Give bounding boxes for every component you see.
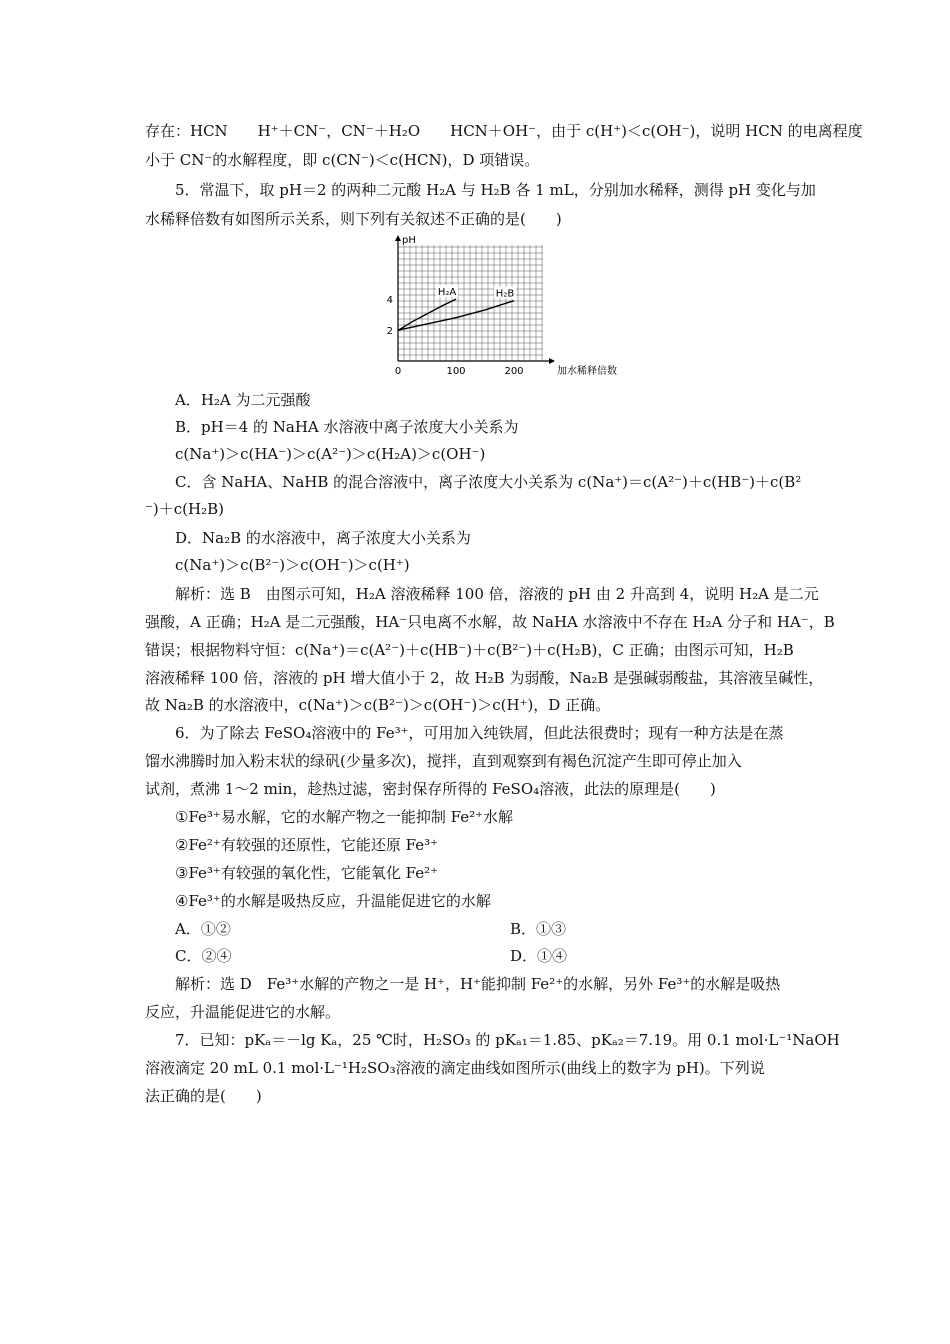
ph-dilution-chart — [368, 233, 617, 385]
x-tick-label: 200 — [504, 366, 524, 377]
option-d: D．Na₂B 的水溶液中，离子浓度大小关系为 — [175, 529, 471, 547]
series-label: H₂A — [437, 287, 457, 299]
chart-grid — [398, 245, 543, 361]
question-5-stem: 水稀释倍数有如图所示关系，则下列有关叙述不正确的是( ) — [145, 210, 562, 228]
series-label: H₂B — [495, 288, 515, 300]
choice-d: D．①④ — [510, 947, 568, 965]
option-c: C．含 NaHA、NaHB 的混合溶液中，离子浓度大小关系为 c(Na⁺)＝c(A²⁻)＋c(HB⁻)＋c(B² — [175, 473, 802, 491]
analysis-5: 解析：选 B 由图示可知，H₂A 溶液稀释 100 倍，溶液的 pH 由 2 升高到 4，说明 H₂A 是二元 — [175, 585, 819, 603]
analysis-6: 反应，升温能促进它的水解。 — [145, 1003, 341, 1021]
choice-c: C．②④ — [175, 947, 232, 965]
y-axis-arrow — [395, 235, 401, 241]
question-6-stem: 6．为了除去 FeSO₄溶液中的 Fe³⁺，可用加入纯铁屑，但此法很费时；现有一种方法是在蒸 — [175, 724, 784, 742]
x-tick-label: 100 — [446, 366, 466, 377]
y-tick-label: 4 — [386, 295, 393, 307]
statement-1: ①Fe³⁺易水解，它的水解产物之一能抑制 Fe²⁺水解 — [175, 808, 514, 826]
chart-ticks — [387, 295, 524, 377]
question-7-stem: 溶液滴定 20 mL 0.1 mol·L⁻¹H₂SO₃溶液的滴定曲线如图所示(曲线上的数字为 pH)。下列说 — [145, 1059, 765, 1077]
analysis-5: 错误；根据物料守恒：c(Na⁺)＝c(A²⁻)＋c(HB⁻)＋c(B²⁻)＋c(H₂B)，C 正确；由图示可知，H₂B — [145, 641, 794, 659]
series-line-1 — [399, 299, 456, 330]
statement-3: ③Fe³⁺有较强的氧化性，它能氧化 Fe²⁺ — [175, 864, 439, 882]
question-6-stem: 试剂，煮沸 1～2 min，趁热过滤，密封保存所得的 FeSO₄溶液，此法的原理是( ) — [145, 780, 716, 798]
x-tick-label: 0 — [394, 366, 402, 377]
y-tick-label: 2 — [386, 326, 393, 338]
choice-a: A．①② — [175, 920, 231, 938]
choice-b: B．①③ — [510, 920, 567, 938]
question-7-stem: 7．已知：pKₐ＝－lg Kₐ，25 ℃时，H₂SO₃ 的 pKₐ₁＝1.85、pKₐ₂＝7.19。用 0.1 mol·L⁻¹NaOH — [175, 1031, 840, 1049]
statement-4: ④Fe³⁺的水解是吸热反应，升温能促进它的水解 — [175, 892, 491, 910]
option-c-cont: ⁻)＋c(H₂B) — [145, 500, 224, 518]
option-a: A．H₂A 为二元强酸 — [175, 391, 311, 409]
analysis-5: 故 Na₂B 的水溶液中，c(Na⁺)＞c(B²⁻)＞c(OH⁻)＞c(H⁺)，D 正确。 — [145, 696, 611, 714]
analysis-5: 强酸，A 正确；H₂A 是二元强酸，HA⁻只电离不水解，故 NaHA 水溶液中不存在 H₂A 分子和 HA⁻，B — [145, 613, 835, 631]
analysis-6: 解析：选 D Fe³⁺水解的产物之一是 H⁺，H⁺能抑制 Fe²⁺的水解，另外 Fe³⁺的水解是吸热 — [175, 975, 781, 993]
x-axis-arrow — [549, 358, 555, 364]
analysis-5: 溶液稀释 100 倍，溶液的 pH 增大值小于 2，故 H₂B 为弱酸，Na₂B 是强碱弱酸盐，其溶液呈碱性， — [145, 669, 824, 687]
question-5-stem: 5．常温下，取 pH＝2 的两种二元酸 H₂A 与 H₂B 各 1 mL，分别加水稀释，测得 pH 变化与加 — [175, 181, 816, 199]
text-line: 小于 CN⁻的水解程度，即 c(CN⁻)＜c(HCN)，D 项错误。 — [145, 151, 540, 169]
y-axis-label: pH — [402, 235, 416, 246]
option-b: B．pH＝4 的 NaHA 水溶液中离子浓度大小关系为 — [175, 418, 519, 436]
chart-axes — [395, 235, 555, 364]
option-b-formula: c(Na⁺)＞c(HA⁻)＞c(A²⁻)＞c(H₂A)＞c(OH⁻) — [175, 445, 486, 463]
x-axis-label: 加水稀释倍数 — [557, 366, 617, 377]
statement-2: ②Fe²⁺有较强的还原性，它能还原 Fe³⁺ — [175, 836, 439, 854]
option-d-formula: c(Na⁺)＞c(B²⁻)＞c(OH⁻)＞c(H⁺) — [175, 556, 410, 574]
question-6-stem: 馏水沸腾时加入粉末状的绿矾(少量多次)，搅拌，直到观察到有褐色沉淀产生即可停止加入 — [145, 752, 742, 770]
text-line: 存在：HCN H⁺＋CN⁻，CN⁻＋H₂O HCN＋OH⁻，由于 c(H⁺)＜c(OH⁻)，说明 HCN 的电离程度 — [145, 122, 863, 140]
question-7-stem: 法正确的是( ) — [145, 1087, 262, 1105]
